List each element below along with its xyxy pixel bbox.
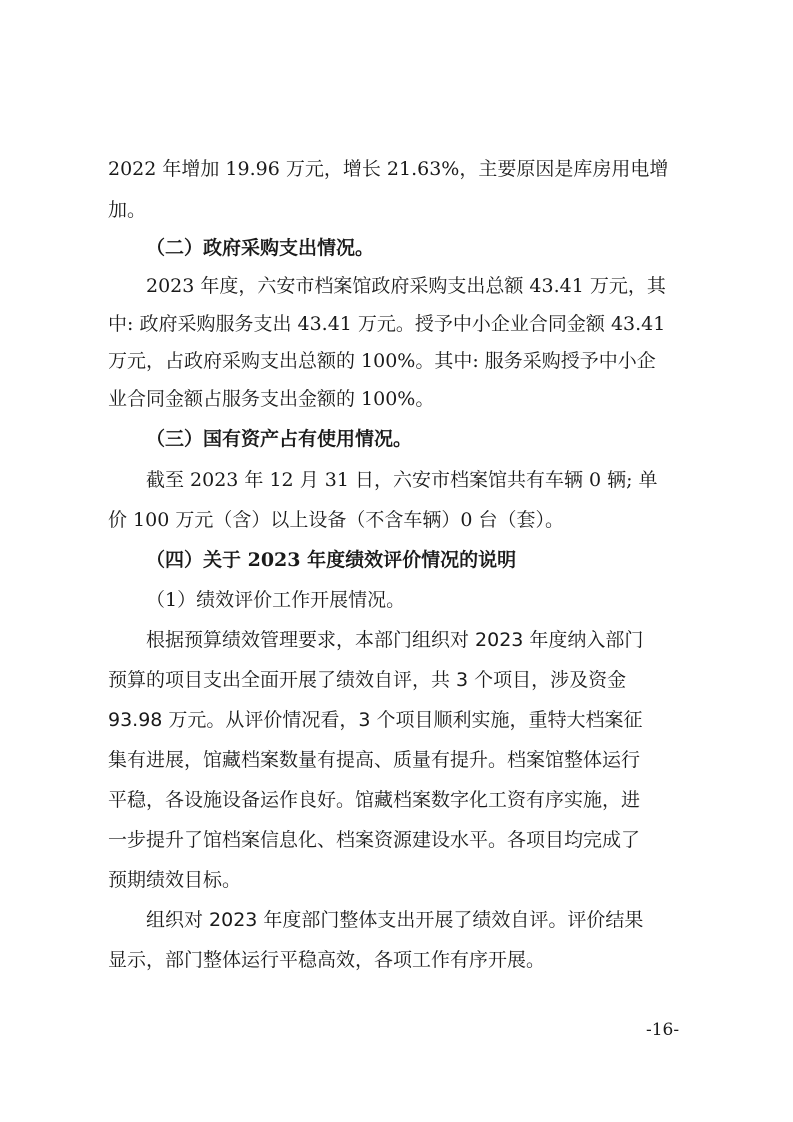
page-number: -16-: [646, 1020, 680, 1040]
body-line: 业合同金额占服务支出金额的 100%。: [108, 388, 435, 410]
body-line: 一步提升了馆档案信息化、档案资源建设水平。各项目均完成了: [108, 829, 641, 851]
body-line: 万元，占政府采购支出总额的 100%。其中: 服务采购授予中小企: [108, 350, 656, 372]
body-line: 根据预算绩效管理要求，本部门组织对 2023 年度纳入部门: [146, 629, 644, 651]
body-line: 组织对 2023 年度部门整体支出开展了绩效自评。评价结果: [146, 909, 644, 931]
section-heading-performance: （四）关于 2023 年度绩效评价情况的说明: [146, 549, 517, 571]
body-line: 加。: [108, 199, 147, 221]
body-line: 2023 年度，六安市档案馆政府采购支出总额 43.41 万元，其: [146, 275, 666, 297]
body-line: 平稳，各设施设备运作良好。馆藏档案数字化工资有序实施，进: [108, 789, 641, 811]
body-line: 价 100 万元（含）以上设备（不含车辆）0 台（套）。: [108, 509, 564, 531]
body-line: 中: 政府采购服务支出 43.41 万元。授予中小企业合同金额 43.41: [108, 313, 666, 335]
body-line: 2022 年增加 19.96 万元，增长 21.63%，主要原因是库房用电增: [108, 158, 669, 180]
section-heading-assets: （三）国有资产占有使用情况。: [146, 428, 413, 450]
body-line: 预算的项目支出全面开展了绩效自评，共 3 个项目，涉及资金: [108, 669, 627, 691]
section-heading-procurement: （二）政府采购支出情况。: [146, 237, 375, 259]
body-line: 预期绩效目标。: [108, 869, 242, 891]
body-line: 显示，部门整体运行平稳高效，各项工作有序开展。: [108, 949, 546, 971]
body-line: 集有进展，馆藏档案数量有提高、质量有提升。档案馆整体运行: [108, 749, 641, 771]
body-line: 截至 2023 年 12 月 31 日，六安市档案馆共有车辆 0 辆; 单: [146, 469, 658, 491]
body-line: 93.98 万元。从评价情况看，3 个项目顺利实施，重特大档案征: [108, 709, 643, 731]
subsection-heading: （1）绩效评价工作开展情况。: [146, 589, 406, 611]
